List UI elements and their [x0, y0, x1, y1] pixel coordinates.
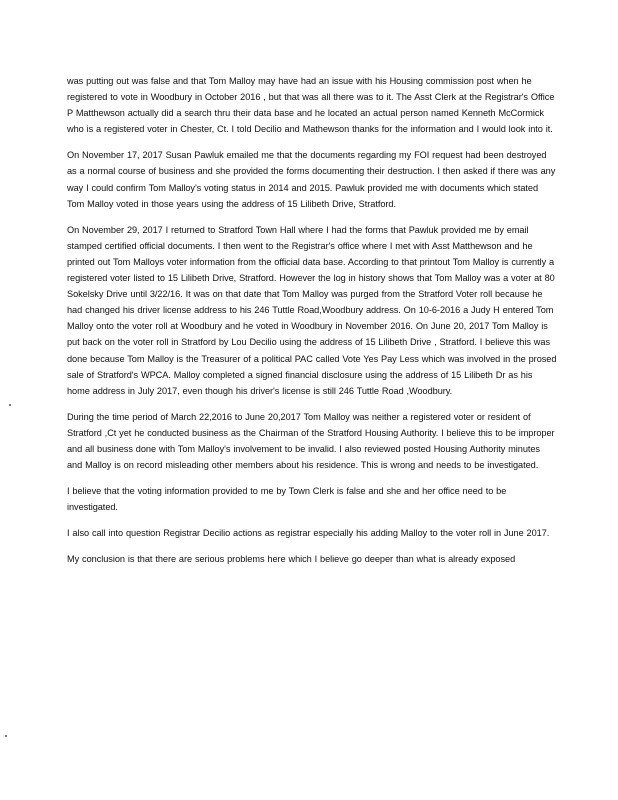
paragraph-conclusion: My conclusion is that there are serious problems here which I believe go deeper than what is already exposed: [67, 554, 516, 565]
paragraph-registrar-search: was putting out was false and that Tom Malloy may have had an issue with his Housing commission post when he registered to vote in Woodbury in October 2016 , but that was all there was to it. The Asst Clerk at the Registrar's Office P Matthewson actually did a search thru their data base and he located an actual person named Kenneth McCormick who is a registered voter in Chester, Ct. I told Decilio and Mathewson thanks for the information and I would look into it.: [67, 76, 555, 135]
paragraph-town-hall-visit: On November 29, 2017 I returned to Stratford Town Hall where I had the forms that Pawluk provided me by email stamped certified official documents. I then went to the Registrar's office where I met with Asst Matthewson and he printed out Tom Malloys voter information from the official data base. According to that printout Tom Malloy is currently a registered voter listed to 15 Lilibeth Drive, Stratford. However the log in history shows that Tom Malloy was a voter at 80 Sokelsky Drive until 3/22/16. It was on that date that Tom Malloy was purged from the Stratford Voter roll because he had changed his driver license address to his 246 Tuttle Road,Woodbury address. On 10-6-2016 a Judy H entered Tom Malloy onto the voter roll at Woodbury and he voted in Woodbury in November 2016. On June 20, 2017 Tom Malloy is put back on the voter roll in Stratford by Lou Decilio using the address of 15 Lilibeth Drive , Stratford. I believe this was done because Tom Malloy is the Treasurer of a political PAC called Vote Yes Pay Less which was involved in the prosed sale of Stratford's WPCA. Malloy completed a signed financial disclosure using the address of 15 Lilibeth Dr as his home address in July 2017, even though his driver's license is still 246 Tuttle Road ,Woodbury.: [67, 224, 557, 396]
scan-speck: [9, 404, 11, 406]
paragraph-town-clerk: I believe that the voting information provided to me by Town Clerk is false and she and her office need to be investigated.: [67, 486, 507, 513]
letter-body: [67, 73, 557, 581]
paragraph-housing-authority: During the time period of March 22,2016 to June 20,2017 Tom Malloy was neither a registered voter or resident of Stratford ,Ct yet he conducted business as the Chairman of the Stratford Housing Authority. I believe this to be improper and all business done with Tom Malloy's involvement to be invalid. I also reviewed posted Housing Authority minutes and Malloy is on record misleading other members about his residence. This is wrong and needs to be investigated.: [67, 411, 555, 471]
paragraph-registrar-decilio: I also call into question Registrar Decilio actions as registrar especially his adding Malloy to the voter roll in June 2017.: [67, 528, 550, 539]
scan-speck: [5, 735, 7, 737]
paragraph-foi-request: On November 17, 2017 Susan Pawluk emailed me that the documents regarding my FOI request had been destroyed as a normal course of business and she provided the forms documenting their destruction. I then asked if there was any way I could confirm Tom Malloy's voting status in 2014 and 2015. Pawluk provided me with documents which stated Tom Malloy voted in those years using the address of 15 Lilibeth Drive, Stratford.: [67, 150, 556, 209]
